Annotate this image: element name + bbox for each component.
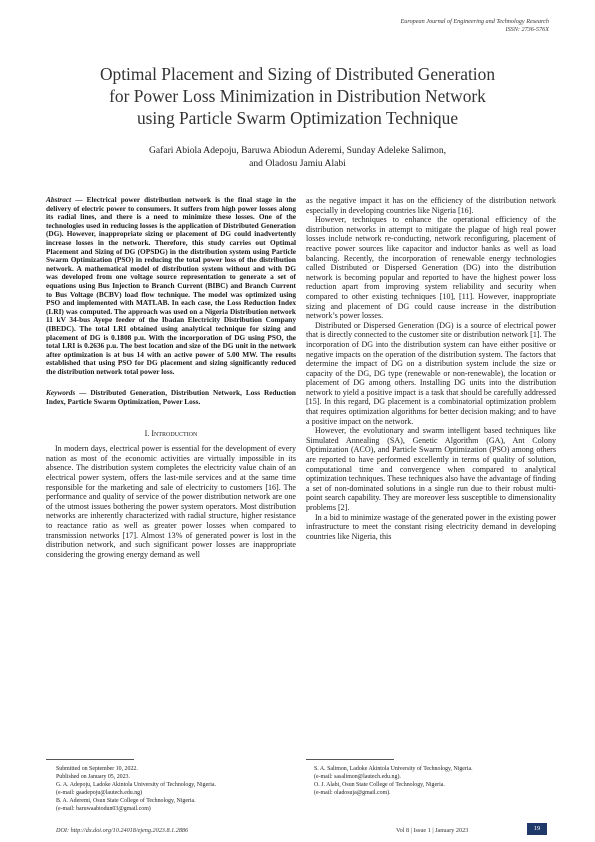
keywords-text: — Distributed Generation, Distribution Network, Loss Reduction Index, Particle Swarm Optimization, Power Loss. xyxy=(46,388,296,407)
abstract-label: Abstract xyxy=(46,195,72,204)
paragraph: Distributed or Dispersed Generation (DG) is a source of electrical power that is directly connected to the customer site or distribution network [1]. The incorporation of DG into the distribution system can have either positive or negative impacts on the operation of the distribution system. The factors that determine the impact of DG on a distribution system include the size or capacity of the DG, DG type (renewable or non-renewable), the location or placement of DG among others. Installing DG units into the distribution network to yield a positive impact is a task that should be carefully addressed [15]. In this regard, DG placement is a combinatorial optimization problem that requires optimization algorithms for better decision making; and to have a positive impact on the network. xyxy=(306,320,556,426)
issue-info: Vol 8 | Issue 1 | January 2023 xyxy=(396,827,469,834)
footnote-rule xyxy=(306,759,394,760)
author-line: Gafari Abiola Adepoju, Baruwa Abiodun Aderemi, Sunday Adeleke Salimon, xyxy=(148,145,447,156)
footnote-line: (e-mail: sasalimon@lautech.edu.ng). xyxy=(314,773,401,780)
footnote-line: (e-mail: baruwaabiodun03@gmail.com) xyxy=(56,805,151,812)
page-number: 19 xyxy=(527,823,547,835)
author-list xyxy=(40,145,555,170)
keywords-label: Keywords xyxy=(46,388,76,398)
footnotes-left xyxy=(56,766,296,813)
journal-issn: ISSN: 2736-576X xyxy=(505,26,549,33)
footnote-line: S. A. Salimon, Ladoke Akintola University of Technology, Nigeria. xyxy=(314,766,473,772)
paragraph: In modern days, electrical power is essential for the development of every nation as most of the economic activities are virtually impossible in its absence. The distribution system completes the electricity value chain of an electrical power system, offers the last-mile services and at the same time responsible for the marketing and sale of electricity to customers [16]. The performance and quality of service of the power distribution network are one of the utmost issues bothering the power system operators. Most distribution networks are inherently characterized with radial structure, higher resistance to reactance ratio as well as greater power losses when compared to transmission networks [17]. Almost 13% of generated power is lost in the distribution network, and such significant power losses are inappropriate considering the growing energy demand as well xyxy=(46,444,296,559)
author-line: and Oladosu Jamiu Alabi xyxy=(249,157,346,169)
keywords xyxy=(46,389,296,406)
right-column xyxy=(306,196,556,541)
footnote-line: O. J. Alabi, Osun State College of Technology, Nigeria. xyxy=(314,781,445,788)
paragraph: In a bid to minimize wastage of the generated power in the existing power infrastructure to meet the constant rising electricity demand in developing countries like Nigeria, this xyxy=(306,512,556,541)
section-title: Introduction xyxy=(151,428,198,438)
footnote-line: (e-mail: gaadepoju@lautech.edu.ng) xyxy=(56,789,143,796)
footnote-line: (e-mail: oladosuja@gmail.com). xyxy=(314,789,391,796)
paragraph: However, the evolutionary and swarm intelligent based techniques like Simulated Annealing (SA), Genetic Algorithm (GA), Ant Colony Optimization (ACO), and Particle Swarm Optimization (PSO) among others are reported to have performed excellently in terms of quality of solution, computational time and convergence when compared to analytical optimization techniques. These techniques also have the advantage of finding a set of non-dominated solutions in a single run due to their robust multi-point search capability. They are moreover less susceptible to dimensionality problems [2]. xyxy=(306,426,556,512)
doi-link[interactable]: DOI: http://dx.doi.org/10.24018/ejeng.2023.8.1.2886 xyxy=(56,827,189,834)
journal-name: European Journal of Engineering and Technology Research xyxy=(400,18,549,25)
paragraph: However, techniques to enhance the operational efficiency of the distribution networks in attempt to mitigate the plague of high real power losses include network re-conducting, network reconfiguring, placement of reactive power sources like capacitor and inductor banks as well as load balancing. Recently, the incorporation of renewable energy technologies called Distributed or Dispersed Generation (DG) into the distribution network is becoming popular and reported to have the highest power loss reduction apart from improving system reliability and security when compared to other existing techniques [10], [11]. However, inappropriate sizing and placement of DG could cause increase in the distribution network’s power losses. xyxy=(306,215,556,321)
paper-title xyxy=(40,63,555,129)
section-numeral: I. xyxy=(144,428,150,438)
title-line: for Power Loss Minimization in Distribution Network xyxy=(109,86,486,106)
abstract xyxy=(46,196,296,376)
title-line: Optimal Placement and Sizing of Distributed Generation xyxy=(99,64,496,84)
footnotes-right xyxy=(314,766,554,798)
footnote-rule xyxy=(46,759,134,760)
abstract-text: — Electrical power distribution network is the final stage in the delivery of electric power to consumers. It suffers from high power losses along its radial lines, and there is a need to minimize these losses. One of the technologies used in reducing losses is the application of Distributed Generation (DG). However, inappropriate sizing or placement of DG could inadvertently increase losses in the network. Therefore, this study carries out Optimal Placement and Sizing of DG (OPSDG) in the distribution system using Particle Swarm Optimization (PSO) in reducing the total power loss of the distribution network. A mathematical model of distribution system without and with DG was developed from one voltage source representation to generate a set of equations using Bus Injection to Branch Current (BIBC) and Branch Current to Bus Voltage (BCBV) load flow technique. The model was optimized using PSO and implemented with MATLAB. In each case, the Loss Reduction Index (LRI) was computed. The approach was used on a Nigeria Distribution network 11 kV 34-bus Ayepe feeder of the Ibadan Electricity Distribution Company (IBEDC). The total LRI obtained using analytical technique for sizing and placement of DG is 0.1808 p.u. With the incorporation of DG using PSO, the total LRI is 0.2636 p.u. The best location and size of the DG unit in the network after optimization is at bus 14 with an active power of 5.00 MW. The results established that using PSO for DG placement and sizing significantly reduced the distribution network total power loss. xyxy=(46,195,296,376)
left-column xyxy=(46,196,296,559)
journal-header xyxy=(401,18,549,34)
footnote-line: Submitted on September 10, 2022. xyxy=(56,766,138,772)
footnote-line: Published on January 05, 2023. xyxy=(56,773,130,780)
paragraph: as the negative impact it has on the efficiency of the distribution network especially in developing countries like Nigeria [16]. xyxy=(306,196,556,215)
footnote-line: G. A. Adepoju, Ladoke Akintola University of Technology, Nigeria. xyxy=(56,781,216,788)
footnote-line: B. A. Aderemi, Osun State College of Technology, Nigeria. xyxy=(56,797,196,804)
section-heading xyxy=(46,429,296,439)
title-line: using Particle Swarm Optimization Technique xyxy=(136,108,459,128)
